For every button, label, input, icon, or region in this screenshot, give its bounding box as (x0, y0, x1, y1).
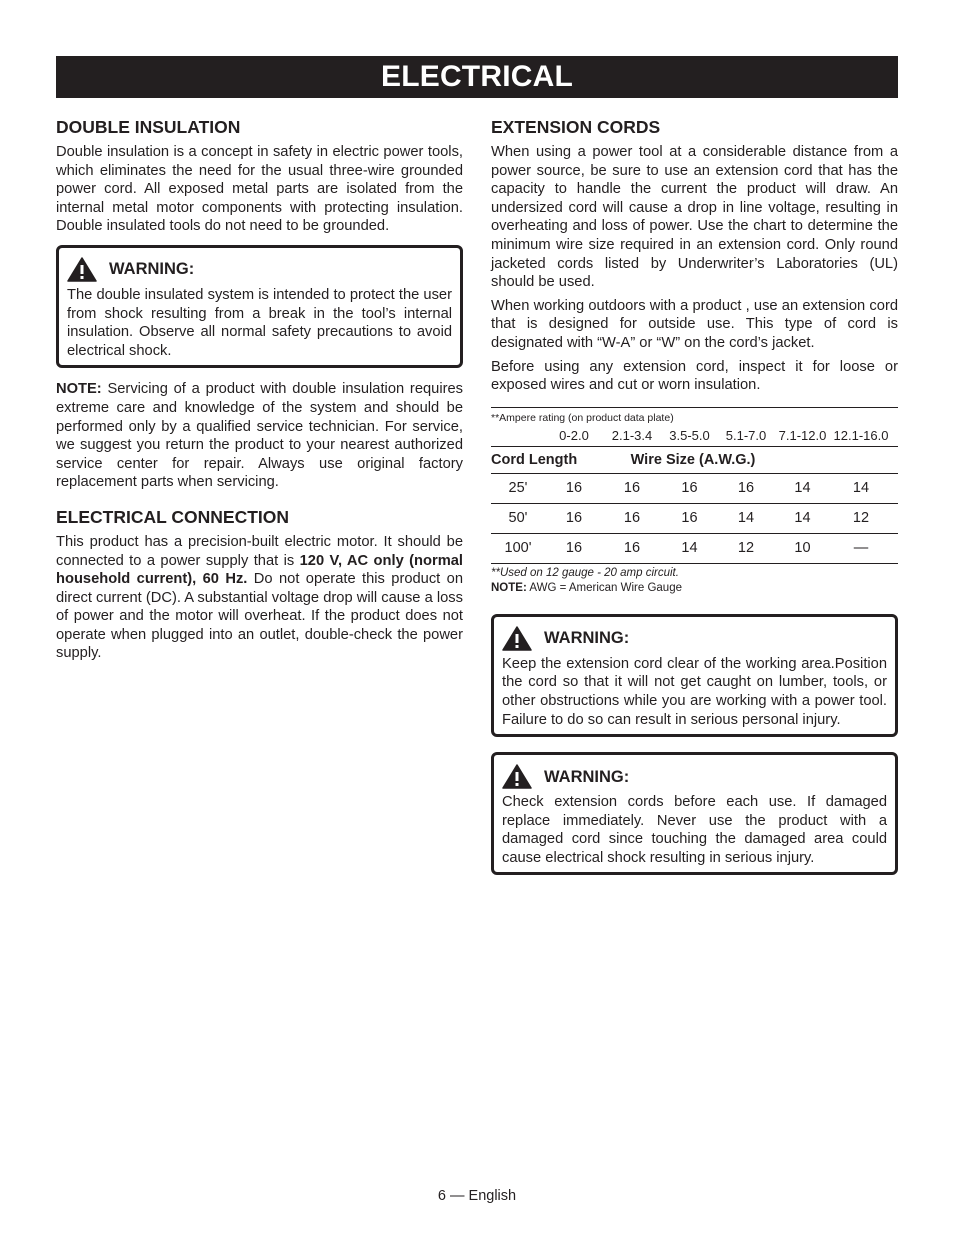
amp-range: 5.1-7.0 (725, 427, 767, 443)
warning-title: WARNING: (109, 260, 195, 279)
cord-length-header: Cord Length (491, 451, 578, 468)
wire-size-table (491, 407, 898, 596)
amp-range: 2.1-3.4 (611, 427, 653, 443)
table-cell: 12 (852, 509, 870, 526)
extension-cords-heading: EXTENSION CORDS (491, 117, 661, 137)
awg-note-text: AWG = American Wire Gauge (526, 581, 682, 594)
warning-triangle-icon (67, 257, 97, 282)
table-cell: 16 (681, 509, 698, 526)
double-insulation-body: Double insulation is a concept in safety in electric power tools, which eliminates the need for the usual three-wire grounded power cord. All exposed metal parts are isolated from the internal metal motor components with protecting insulation. Double insulated tools do not need to be grounded. (56, 144, 463, 235)
table-cell: 14 (794, 509, 811, 526)
extension-cord-warning-box-1 (491, 614, 898, 737)
awg-note-label: NOTE: (491, 581, 527, 594)
amp-range: 3.5-5.0 (669, 427, 710, 443)
table-cell: 16 (565, 509, 583, 526)
table-row (491, 534, 898, 564)
awg-note (491, 581, 898, 596)
table-cell: 14 (681, 539, 698, 556)
table-footnote (491, 566, 898, 581)
table-row (491, 474, 898, 504)
extension-cord-warning-box-2 (491, 752, 898, 875)
extension-cords-para-3: Before using any extension cord, inspect it for loose or exposed wires and cut or worn insulation. (491, 358, 898, 394)
ampere-rating-note: **Ampere rating (on product data plate) (491, 411, 674, 424)
ampere-range-row (491, 427, 898, 445)
amp-range: 12.1-16.0 (833, 427, 889, 443)
electrical-connection-heading: ELECTRICAL CONNECTION (56, 506, 290, 527)
extension-cords-para-2: When working outdoors with a product , use an extension cord that is designed for outside use. This type of cord is designated with “W-A” or “W” on the cord’s jacket. (491, 297, 898, 351)
table-cell: — (853, 539, 869, 556)
page-title: ELECTRICAL (56, 56, 898, 98)
left-column (56, 116, 463, 663)
table-cell: 16 (623, 479, 641, 496)
table-cell: 16 (623, 539, 641, 556)
table-cell: 14 (794, 479, 811, 496)
table-cell: 16 (565, 539, 583, 556)
amp-range: 7.1-12.0 (778, 427, 827, 443)
note-body: Servicing of a product with double insulation requires extreme care and knowledge of the system and should be performed only by a qualified service technician. For service, we suggest you return the product to your nearest authorized service center for repair. Always use original factory replacement parts when servicing. (56, 381, 463, 491)
table-cell: 16 (737, 479, 755, 496)
amp-range: 0-2.0 (559, 427, 589, 443)
table-row (491, 504, 898, 534)
warning-triangle-icon (502, 764, 532, 789)
warning-body: The double insulated system is intended to protect the user from shock resulting from a break in the tool’s internal insulation. Observe all normal safety precautions to avoid electrical shock. (67, 286, 452, 359)
warning-triangle-icon (502, 626, 532, 651)
page-footer: 6 — English (437, 1188, 517, 1204)
table-cell: 14 (852, 479, 870, 496)
table-cell: 50' (508, 509, 528, 526)
table-cell: 12 (737, 539, 755, 556)
electrical-connection-body (56, 533, 463, 663)
connection-text-bold: 120 V, AC only (normal household current), 60 Hz. (56, 552, 464, 588)
note-label: NOTE: (56, 381, 102, 398)
table-header-row (491, 446, 898, 474)
double-insulation-warning-box (56, 245, 463, 368)
table-cell: 14 (737, 509, 755, 526)
servicing-note (56, 380, 463, 492)
table-cell: 16 (681, 479, 698, 496)
circuit-footnote: **Used on 12 gauge - 20 amp circuit. (491, 566, 679, 579)
table-cell: 25' (508, 479, 528, 496)
table-cell: 16 (623, 509, 641, 526)
connection-text-2: Do not operate this product on direct current (DC). A substantial voltage drop will cause a loss of power and the motor will overheat. If the product does not operate when plugged into an outlet, double-check the power supply. (56, 571, 463, 662)
table-cell: 100' (504, 539, 532, 556)
warning-body: Check extension cords before each use. If damaged replace immediately. Never use the product with a damaged cord since touching the damaged area could cause electrical shock resulting in serious injury. (502, 794, 887, 866)
warning-title: WARNING: (544, 767, 630, 786)
warning-body: Keep the extension cord clear of the working area.Position the cord so that it will not get caught on lumber, tools, or other obstructions while you are working with a power tool. Failure to do so can result in serious personal injury. (502, 655, 887, 728)
table-cell: 16 (565, 479, 583, 496)
table-cell: 10 (794, 539, 811, 556)
warning-title: WARNING: (544, 629, 630, 648)
wire-size-header: Wire Size (A.W.G.) (630, 451, 756, 468)
extension-cords-para-1: When using a power tool at a considerable distance from a power source, be sure to use an extension cord that has the capacity to handle the current the product will draw. An undersized cord will cause a drop in line voltage, resulting in overheating and loss of power. Use the chart to determine the minimum wire size required in an extension cord. Only round jacketed cords listed by Underwriter’s Laboratories (UL) should be used. (491, 144, 898, 291)
right-column (491, 116, 898, 875)
connection-text-1: This product has a precision-built electric motor. It should be connected to a power supply that is (56, 533, 463, 569)
double-insulation-heading: DOUBLE INSULATION (56, 117, 241, 137)
